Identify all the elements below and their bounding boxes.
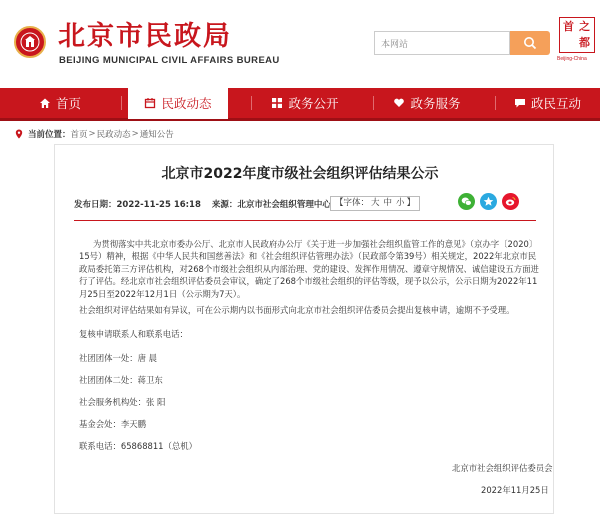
article-source: 来源：北京市社会组织管理中心 bbox=[211, 200, 331, 210]
seal-char: 都 bbox=[579, 36, 590, 49]
contacts-heading: 复核申请联系人和联系电话： bbox=[79, 329, 188, 339]
heart-hand-icon bbox=[393, 97, 405, 109]
font-small-button[interactable]: 小 bbox=[396, 198, 405, 208]
article-meta bbox=[74, 198, 339, 210]
contact-phone: 联系电话：65868811（总机） bbox=[79, 441, 198, 451]
breadcrumb-news-link[interactable]: 民政动态 bbox=[96, 130, 131, 140]
article-paragraph-main: 为贯彻落实中共北京市委办公厅、北京市人民政府办公厅《关于进一步加强社会组织监管工作的意见》（京办字〔2020〕15号）精神，根据《中华人民共和国慈善法》和《社会组织评估管理办法》（民政部令第39号）相关规定，2022年北京市民政局委托第三方评估机构，对268个市级社会组织从内部治理、党的建设、发挥作用情况、遵章守规情况、诚信建设五方面进行了评估。经北京市社会组织评估委员会审议，确定了268个市级社会组织的评估等级，现予以公示，公示日期为2022年11月25日至2022年12月1日（公示期为7天）。 bbox=[79, 239, 539, 299]
breadcrumb-label: 当前位置： bbox=[28, 130, 71, 140]
seal-char: 首 bbox=[563, 20, 574, 33]
breadcrumb bbox=[14, 128, 174, 140]
contact-line: 社会服务机构处：张 阳 bbox=[79, 397, 166, 407]
civil-affairs-emblem-icon[interactable] bbox=[14, 26, 46, 58]
contact-line: 社团团体一处：唐 晨 bbox=[79, 353, 158, 363]
font-size-label: 【字体： bbox=[335, 198, 370, 208]
nav-item-interaction[interactable] bbox=[505, 88, 590, 118]
font-size-control bbox=[330, 196, 420, 211]
weibo-icon[interactable] bbox=[502, 193, 519, 210]
font-medium-button[interactable]: 中 bbox=[383, 198, 393, 208]
publish-date: 发布日期：2022-11-25 16:18 bbox=[74, 200, 201, 210]
nav-label: 民政动态 bbox=[161, 96, 212, 111]
signature-organization: 北京市社会组织评估委员会 bbox=[452, 463, 553, 473]
location-pin-icon bbox=[14, 129, 24, 139]
breadcrumb-separator: > bbox=[131, 129, 139, 139]
nav-item-news[interactable] bbox=[128, 87, 228, 119]
search-placeholder: 本网站 bbox=[381, 40, 409, 50]
nav-label: 政务公开 bbox=[288, 96, 339, 111]
capital-seal-logo bbox=[559, 17, 595, 63]
article-paragraph-objection: 社会组织对评估结果如有异议，可在公示期内以书面形式向北京市社会组织评估委员会提出复核申请，逾期不予受理。 bbox=[79, 305, 515, 315]
nav-label: 政务服务 bbox=[410, 96, 461, 111]
seal-char: 之 bbox=[579, 20, 590, 33]
grid-icon bbox=[271, 97, 283, 109]
site-name-english: BEIJING MUNICIPAL CIVIL AFFAIRS BUREAU bbox=[59, 55, 280, 66]
search-input[interactable] bbox=[374, 31, 510, 55]
search-button[interactable] bbox=[510, 31, 550, 55]
breadcrumb-separator: > bbox=[88, 129, 96, 139]
signature-date: 2022年11月25日 bbox=[481, 485, 549, 495]
breadcrumb-notices-link[interactable]: 通知公告 bbox=[139, 130, 174, 140]
font-size-bracket: 】 bbox=[406, 198, 416, 208]
article-title: 北京市2022年度市级社会组织评估结果公示 bbox=[161, 166, 439, 182]
main-nav bbox=[0, 88, 600, 121]
contact-line: 基金会处：李天鹏 bbox=[79, 419, 146, 429]
nav-label: 政民互动 bbox=[530, 96, 581, 111]
nav-label: 首页 bbox=[55, 96, 81, 111]
title-divider bbox=[74, 220, 536, 221]
seal-caption: Beijing-China bbox=[557, 56, 587, 62]
wechat-icon[interactable] bbox=[458, 193, 475, 210]
home-icon bbox=[39, 97, 51, 109]
contact-line: 社团团体二处：蒋卫东 bbox=[79, 375, 163, 385]
breadcrumb-home-link[interactable]: 首页 bbox=[70, 130, 88, 140]
share-bar bbox=[458, 193, 524, 210]
chat-icon bbox=[514, 97, 526, 109]
qzone-icon[interactable] bbox=[480, 193, 497, 210]
font-large-button[interactable]: 大 bbox=[371, 198, 380, 208]
search-icon bbox=[523, 36, 537, 50]
calendar-icon bbox=[144, 97, 156, 109]
nav-item-gov-affairs[interactable] bbox=[260, 88, 350, 118]
site-header bbox=[0, 0, 600, 88]
nav-item-home[interactable] bbox=[20, 88, 100, 118]
nav-item-gov-services[interactable] bbox=[382, 88, 472, 118]
site-name[interactable]: 北京市民政局 bbox=[58, 21, 232, 52]
